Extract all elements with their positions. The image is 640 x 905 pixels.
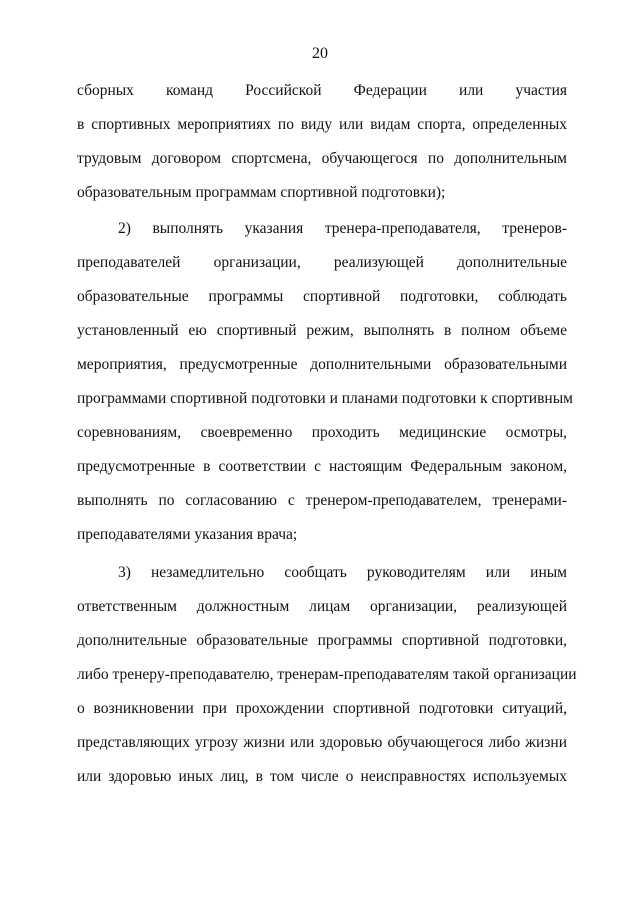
text-line: ответственным должностным лицам организации, реализующей: [77, 598, 567, 615]
text-line: сборных команд Российской Федерации или участия: [77, 82, 567, 99]
text-line: соревнованиям, своевременно проходить медицинские осмотры,: [77, 424, 567, 441]
text-line: образовательным программам спортивной подготовки);: [77, 184, 446, 201]
text-line: мероприятия, предусмотренные дополнительными образовательными: [77, 356, 567, 373]
page-number: 20: [312, 45, 328, 62]
text-line: представляющих угрозу жизни или здоровью обучающегося либо жизни: [77, 734, 567, 751]
text-line: трудовым договором спортсмена, обучающегося по дополнительным: [77, 150, 567, 167]
text-line: выполнять по согласованию с тренером-преподавателем, тренерами-: [77, 492, 567, 509]
text-line: преподавателей организации, реализующей дополнительные: [77, 254, 567, 271]
text-line: дополнительные образовательные программы спортивной подготовки,: [77, 632, 567, 649]
text-line: установленный ею спортивный режим, выполнять в полном объеме: [77, 322, 567, 339]
text-line: преподавателями указания врача;: [77, 526, 298, 543]
text-line: либо тренеру-преподавателю, тренерам-преподавателям такой организации: [77, 666, 577, 683]
text-line: образовательные программы спортивной подготовки, соблюдать: [77, 288, 567, 305]
text-line: или здоровью иных лиц, в том числе о неисправностях используемых: [77, 768, 567, 785]
text-line: программами спортивной подготовки и планами подготовки к спортивным: [77, 390, 573, 407]
text-line: 2) выполнять указания тренера-преподавателя, тренеров-: [118, 220, 567, 237]
text-line: в спортивных мероприятиях по виду или видам спорта, определенных: [77, 116, 567, 133]
text-line: предусмотренные в соответствии с настоящим Федеральным законом,: [77, 458, 567, 475]
text-line: о возникновении при прохождении спортивной подготовки ситуаций,: [77, 700, 567, 717]
text-line: 3) незамедлительно сообщать руководителям или иным: [118, 564, 567, 581]
